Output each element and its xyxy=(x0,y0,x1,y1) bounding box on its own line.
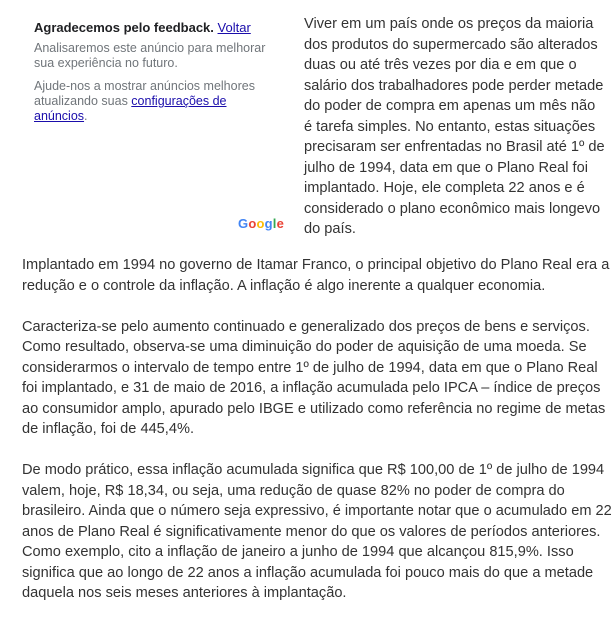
paragraph-line: considerarmos o intervalo de tempo entre 1º de julho de 1994, data em que o Plano Real xyxy=(22,359,598,376)
paragraph-line: valem, hoje, R$ 18,34, ou seja, uma redução de quase 82% no poder de compra do xyxy=(22,482,565,499)
paragraph-line: Como exemplo, cito a inflação de janeiro a junho de 1994 que alcançou 815,9%. Isso xyxy=(22,544,574,560)
ad-settings-tail: . xyxy=(84,109,88,123)
intro-line: Viver em um país onde os preços da maioria xyxy=(304,16,594,32)
ad-help-line-1: Ajude-nos a mostrar anúncios melhores xyxy=(34,79,255,93)
ad-help-line-2 xyxy=(34,94,227,109)
google-logo: Google xyxy=(238,216,285,231)
intro-line: do poder de compra em apenas um mês não xyxy=(304,98,596,114)
paragraph-line: Caracteriza-se pelo aumento continuado e generalizado dos preços de bens e serviços. xyxy=(22,318,590,335)
intro-line: implantado. Hoje, ele completa 22 anos e é xyxy=(304,180,585,196)
intro-line: considerado o plano econômico mais longevo xyxy=(304,200,601,217)
paragraph-line: De modo prático, essa inflação acumulada significa que R$ 100,00 de 1º de julho de 1994 xyxy=(22,462,605,478)
paragraph-line: Implantado em 1994 no governo de Itamar Franco, o principal objetivo do Plano Real era a xyxy=(22,257,610,273)
intro-line: precisaram ser enfrentadas no Brasil até 1º de xyxy=(304,139,605,155)
feedback-thanks: Agradecemos pelo feedback. xyxy=(34,20,214,35)
ad-settings-link-cont[interactable]: anúncios xyxy=(34,109,85,123)
paragraph-line: daquela nos seis meses anteriores à implantação. xyxy=(22,585,347,601)
paragraph-line: anos de Plano Real é significativamente menor do que os valores de períodos anteriores. xyxy=(22,523,601,540)
ad-feedback-title xyxy=(34,20,251,36)
ad-feedback-panel xyxy=(24,14,292,236)
paragraph-line: ao consumidor amplo, apurado pelo IBGE e utilizado como referência no regime de metas xyxy=(22,400,606,417)
article-body xyxy=(22,255,612,624)
paragraph-2 xyxy=(22,317,606,440)
intro-line: dos produtos do supermercado são alterados xyxy=(304,36,598,53)
intro-paragraph xyxy=(304,14,604,240)
paragraph-line: brasileiro. Ainda que o número seja expressivo, é importante notar que o acumulado em 22 xyxy=(22,503,612,519)
ad-review-line-2: sua experiência no futuro. xyxy=(34,56,178,70)
ad-help-line-3 xyxy=(34,109,88,124)
paragraph-line: de inflação, foi de 445,4%. xyxy=(22,421,195,437)
ad-review-line-1: Analisaremos este anúncio para melhorar xyxy=(34,41,266,55)
intro-line: duas ou até três vezes por dia e em que o xyxy=(304,57,577,73)
intro-line: é tarefa simples. No entanto, estas situações xyxy=(304,118,596,135)
intro-line: salário dos trabalhadores pode perder metade xyxy=(304,77,604,94)
ad-help-text: atualizando suas xyxy=(34,94,132,108)
undo-link[interactable]: Voltar xyxy=(217,20,251,35)
paragraph-line: significa que ao longo de 22 anos a inflação acumulada foi pouco mais do que a metade xyxy=(22,564,594,581)
intro-line: do país. xyxy=(304,221,356,237)
paragraph-3 xyxy=(22,460,612,604)
intro-line: julho de 1994, data em que o Plano Real foi xyxy=(304,159,588,176)
paragraph-line: redução e o controle da inflação. A inflação é algo inerente a qualquer economia. xyxy=(22,277,546,294)
paragraph-line: foi implantado, e 31 de maio de 2016, a inflação acumulada pelo IPCA – índice de preços xyxy=(22,380,601,396)
paragraph-line: Como resultado, observa-se uma diminuição do poder de aquisição de uma moeda. Se xyxy=(22,339,587,355)
ad-settings-link[interactable]: configurações de xyxy=(131,94,227,108)
paragraph-1 xyxy=(22,255,610,296)
